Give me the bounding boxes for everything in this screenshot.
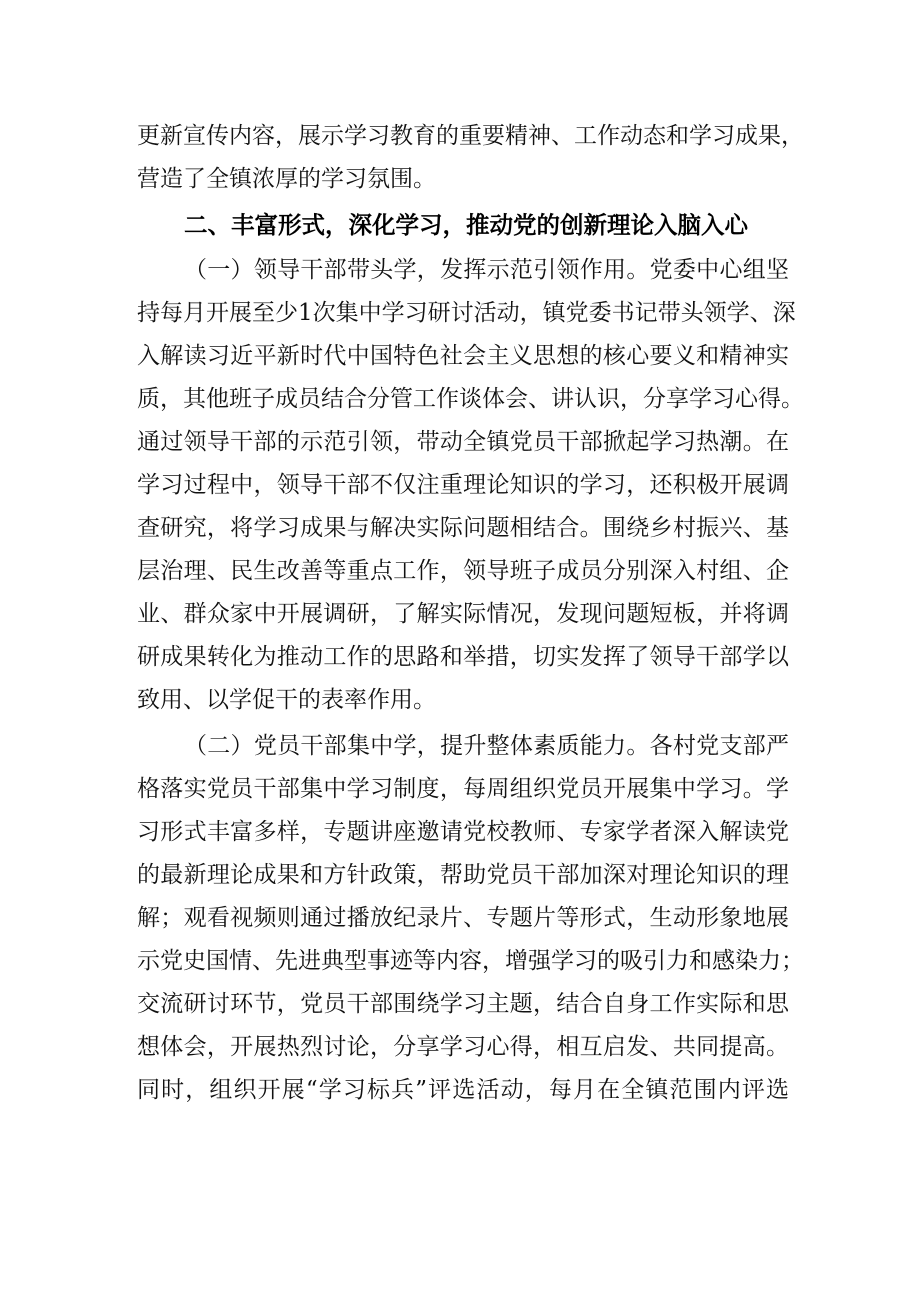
paragraph-line: 的最新理论成果和方针政策，帮助党员干部加深对理论知识的理 bbox=[137, 862, 789, 888]
paragraph-line: 格落实党员干部集中学习制度，每周组织党员开展集中学习。学 bbox=[137, 776, 789, 802]
paragraph-line: 示党史国情、先进典型事迹等内容，增强学习的吸引力和感染力； bbox=[137, 948, 804, 974]
paragraph-line: 习形式丰富多样，专题讲座邀请党校教师、专家学者深入解读党 bbox=[137, 819, 789, 845]
paragraph-line: 同时，组织开展“学习标兵”评选活动，每月在全镇范围内评选 bbox=[137, 1077, 789, 1103]
paragraph-line: 更新宣传内容，展示学习教育的重要精神、工作动态和学习成果， bbox=[137, 123, 804, 149]
paragraph-line: 想体会，开展热烈讨论，分享学习心得，相互启发、共同提高。 bbox=[137, 1034, 789, 1060]
paragraph-line: 通过领导干部的示范引领，带动全镇党员干部掀起学习热潮。在 bbox=[137, 429, 789, 455]
paragraph-line: 质，其他班子成员结合分管工作谈体会、讲认识，分享学习心得。 bbox=[137, 386, 804, 412]
paragraph-line: 层治理、民生改善等重点工作，领导班子成员分别深入村组、企 bbox=[137, 558, 789, 584]
paragraph-line: 解；观看视频则通过播放纪录片、专题片等形式，生动形象地展 bbox=[137, 905, 789, 931]
paragraph-line: 查研究，将学习成果与解决实际问题相结合。围绕乡村振兴、基 bbox=[137, 515, 789, 541]
paragraph-line: 持每月开展至少1次集中学习研讨活动，镇党委书记带头领学、深 bbox=[137, 300, 796, 326]
paragraph-line: （二）党员干部集中学，提升整体素质能力。各村党支部严 bbox=[184, 733, 789, 759]
paragraph-line: 学习过程中，领导干部不仅注重理论知识的学习，还积极开展调 bbox=[137, 472, 789, 498]
section-heading: 二、丰富形式，深化学习，推动党的创新理论入脑入心 bbox=[184, 211, 748, 239]
paragraph-line: 业、群众家中开展调研，了解实际情况，发现问题短板，并将调 bbox=[137, 601, 789, 627]
paragraph-line: 交流研讨环节，党员干部围绕学习主题，结合自身工作实际和思 bbox=[137, 991, 789, 1017]
paragraph-line: 营造了全镇浓厚的学习氛围。 bbox=[137, 166, 436, 192]
paragraph-line: 研成果转化为推动工作的思路和举措，切实发挥了领导干部学以 bbox=[137, 644, 789, 670]
paragraph-line: （一）领导干部带头学，发挥示范引领作用。党委中心组坚 bbox=[184, 257, 789, 283]
paragraph-line: 入解读习近平新时代中国特色社会主义思想的核心要义和精神实 bbox=[137, 343, 789, 369]
paragraph-line: 致用、以学促干的表率作用。 bbox=[137, 687, 436, 713]
